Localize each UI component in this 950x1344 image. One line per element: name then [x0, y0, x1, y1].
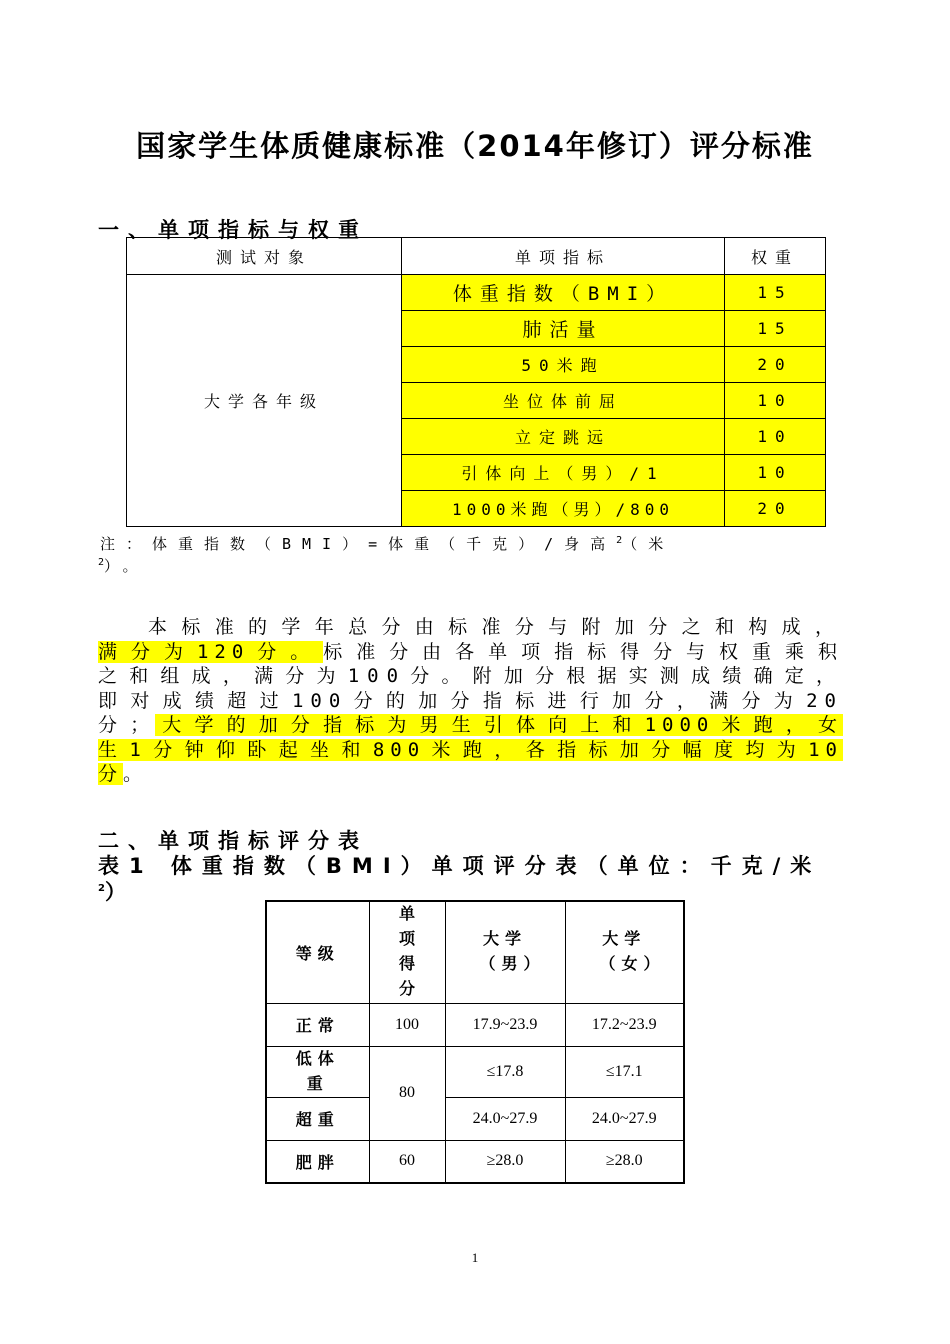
table-caption	[98, 850, 821, 880]
score-cell: 100	[369, 1003, 445, 1046]
table-header-row	[127, 238, 826, 275]
paragraph-line	[98, 738, 843, 763]
note-line-2	[98, 555, 149, 576]
paragraph-line	[98, 640, 843, 665]
header-cell: 等级	[266, 901, 369, 1003]
table-caption-end	[98, 876, 130, 906]
male-range-cell: 17.9~23.9	[445, 1003, 565, 1046]
note-superscript: 2	[98, 557, 105, 568]
weight-cell: 20	[725, 347, 826, 383]
grade-cell: 超重	[266, 1097, 369, 1140]
bmi-score-table	[265, 900, 685, 1184]
scoring-paragraph	[98, 615, 843, 787]
table-row	[266, 1140, 684, 1183]
table-header-row	[266, 901, 684, 1003]
caption-superscript: 2	[98, 883, 105, 894]
score-cell: 80	[369, 1046, 445, 1140]
weight-table	[126, 237, 826, 527]
table-row	[266, 1046, 684, 1097]
female-range-cell: ≤17.1	[565, 1046, 684, 1097]
note-text-tail: （米	[622, 535, 675, 553]
group-cell: 大学各年级	[127, 275, 402, 527]
indicator-cell: 立定跳远	[402, 419, 725, 455]
note-superscript: 2	[616, 535, 623, 546]
header-cell: 大学（女）	[565, 901, 684, 1003]
indicator-cell: 引体向上（男）/1	[402, 455, 725, 491]
indicator-cell: 坐位体前屈	[402, 383, 725, 419]
highlighted-text: 生1分钟仰卧起坐和800米跑，各指标加分幅度均为10	[98, 738, 843, 761]
caption-text: 表1 体重指数（BMI）单项评分表（单位：千克/米	[98, 854, 822, 878]
weight-cell: 20	[725, 491, 826, 527]
weight-cell: 10	[725, 419, 826, 455]
weight-cell: 15	[725, 311, 826, 347]
paragraph-text: 分；	[98, 714, 156, 736]
indicator-cell: 1000米跑（男）/800	[402, 491, 725, 527]
weight-cell: 10	[725, 455, 826, 491]
note-text-end: ）。	[104, 557, 149, 575]
indicator-cell: 50米跑	[402, 347, 725, 383]
section-heading-2: 二、单项指标评分表	[98, 829, 368, 853]
male-range-cell: 24.0~27.9	[445, 1097, 565, 1140]
male-range-cell: ≤17.8	[445, 1046, 565, 1097]
female-range-cell: ≥28.0	[565, 1140, 684, 1183]
table-row	[266, 1097, 684, 1140]
indicator-cell: 体重指数（BMI）	[402, 275, 725, 311]
paragraph-line	[98, 713, 843, 738]
highlighted-text: 分	[98, 763, 124, 785]
header-cell: 单项指标	[402, 238, 725, 275]
paragraph-line: 即对成绩超过100分的加分指标进行加分，满分为20	[98, 689, 843, 712]
page-title: 国家学生体质健康标准（2014年修订）评分标准	[136, 129, 814, 163]
note-text: 注：体重指数（BMI）=体重（千克）/身高	[100, 535, 617, 553]
highlighted-text: 满分为120分。	[98, 640, 324, 663]
indicator-cell: 肺活量	[402, 311, 725, 347]
header-cell: 大学（男）	[445, 901, 565, 1003]
weight-cell: 10	[725, 383, 826, 419]
female-range-cell: 24.0~27.9	[565, 1097, 684, 1140]
header-cell: 测试对象	[127, 238, 402, 275]
paragraph-line: 之和组成，满分为100分。附加分根据实测成绩确定，	[98, 665, 843, 687]
table-row	[127, 275, 826, 311]
weight-cell: 15	[725, 275, 826, 311]
section-heading-1: 一、单项指标与权重	[98, 218, 368, 242]
score-cell: 60	[369, 1140, 445, 1183]
female-range-cell: 17.2~23.9	[565, 1003, 684, 1046]
grade-cell: 低体重	[266, 1046, 369, 1097]
highlighted-text: 大学的加分指标为男生引体向上和1000米跑，女	[155, 714, 843, 736]
note-line-1	[100, 533, 674, 554]
header-cell: 单项得分	[369, 901, 445, 1003]
caption-end-text: ）	[104, 880, 130, 904]
paragraph-text: 。	[123, 763, 149, 785]
paragraph-line	[98, 762, 843, 787]
table-row	[266, 1003, 684, 1046]
male-range-cell: ≥28.0	[445, 1140, 565, 1183]
header-cell: 权重	[725, 238, 826, 275]
paragraph-line: 本标准的学年总分由标准分与附加分之和构成，	[148, 616, 843, 638]
grade-cell: 肥胖	[266, 1140, 369, 1183]
paragraph-text: 标准分由各单项指标得分与权重乘积	[323, 640, 843, 663]
page-number: 1	[471, 1250, 479, 1265]
grade-cell: 正常	[266, 1003, 369, 1046]
